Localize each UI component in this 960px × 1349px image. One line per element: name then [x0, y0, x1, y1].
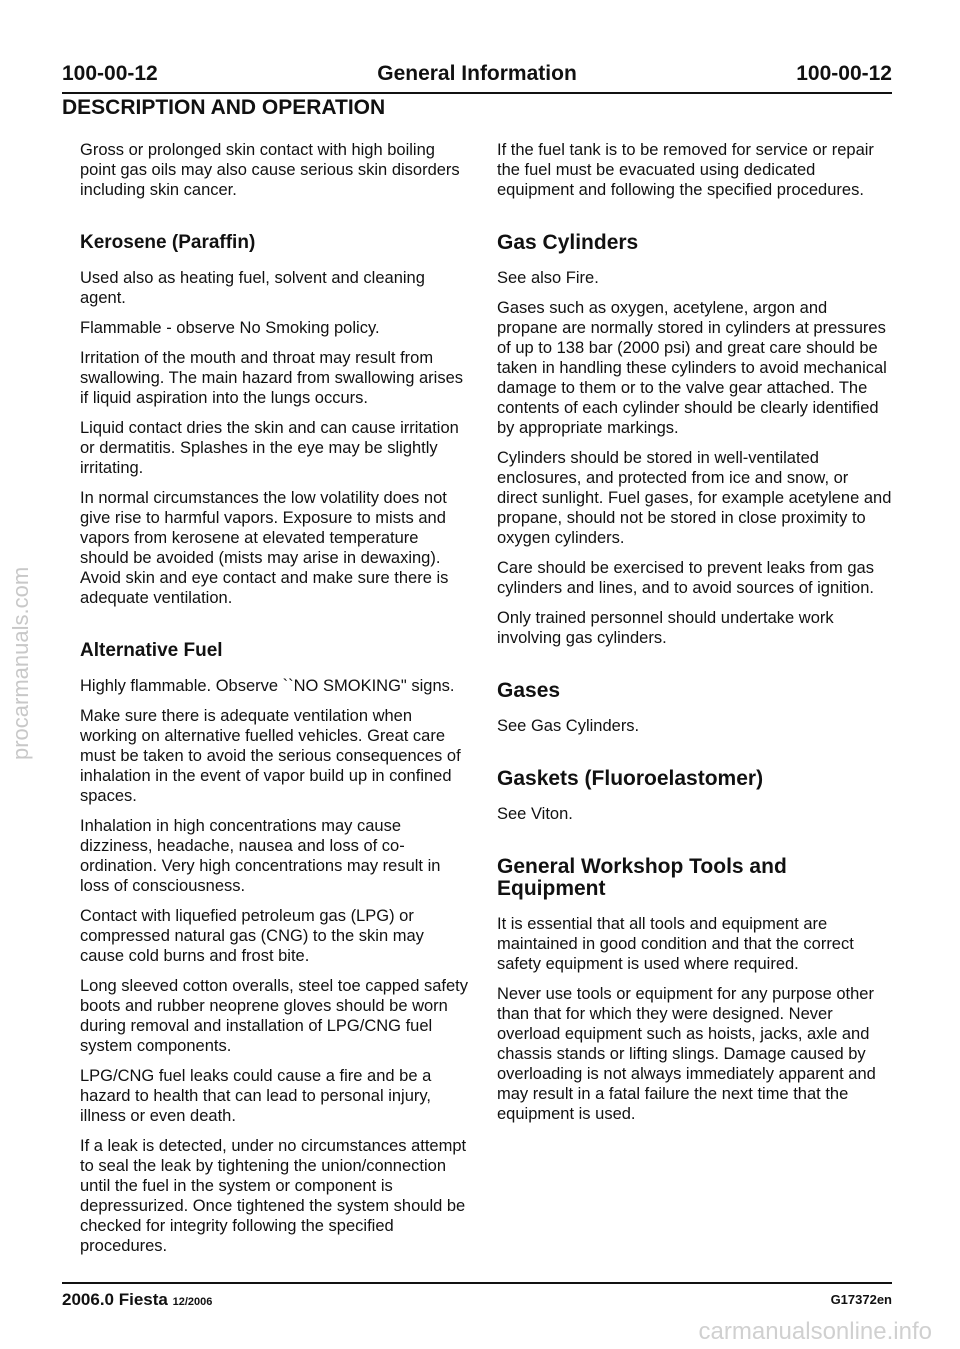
watermark-side: procarmanuals.com — [8, 566, 33, 760]
paragraph: See also Fire. — [497, 269, 599, 287]
heading-workshop-tools: General Workshop Tools and Equipment — [497, 855, 787, 900]
paragraph: Gases such as oxygen, acetylene, argon and propane are normally stored in cylinders at pressures of up to 138 bar (2000 psi) and great care should be taken in handling these cylinders to avoid mechanical damage to them or to the valve gear attached. The contents of each cylinder should be clearly identified by appropriate markings. — [497, 299, 887, 437]
chapter-title: General Information — [377, 62, 577, 85]
paragraph: In normal circumstances the low volatility does not give rise to harmful vapors. Exposure to mists and vapors from kerosene at elevated temperature should be avoided (mists may arise in dewaxing). Avoid skin and eye contact and make sure there is adequate ventilation. — [80, 489, 449, 607]
paragraph: See Gas Cylinders. — [497, 717, 640, 735]
heading-gases: Gases — [497, 679, 561, 702]
paragraph: Highly flammable. Observe ``NO SMOKING" signs. — [80, 677, 455, 695]
heading-kerosene: Kerosene (Paraffin) — [80, 232, 256, 253]
paragraph: It is essential that all tools and equipment are maintained in good condition and that the correct safety equipment is used where required. — [497, 915, 854, 973]
section-title: DESCRIPTION AND OPERATION — [62, 96, 386, 119]
right-column — [497, 140, 892, 1134]
paragraph: Inhalation in high concentrations may cause dizziness, headache, nausea and loss of co-ordination. Very high concentrations may result in loss of consciousness. — [80, 817, 441, 895]
intro-paragraph: If the fuel tank is to be removed for service or repair the fuel must be evacuated using dedicated equipment and following the specified procedures. — [497, 141, 874, 199]
left-column — [80, 140, 470, 1266]
paragraph: Make sure there is adequate ventilation when working on alternative fuelled vehicles. Great care must be taken to avoid the serious consequences of inhalation in the event of vapor build up in confined spaces. — [80, 707, 461, 805]
heading-alternative-fuel: Alternative Fuel — [80, 640, 223, 661]
paragraph: If a leak is detected, under no circumstances attempt to seal the leak by tightening the union/connection until the fuel in the system or component is depressurized. Once tightened the system should be checked for integrity following the specified procedures. — [80, 1137, 467, 1255]
paragraph: Never use tools or equipment for any purpose other than that for which they were designed. Never overload equipment such as hoists, jacks, axle and chassis stands or lifting slings. Damage caused by overloading is not always immediately apparent and may result in a fatal failure the next time that the equipment is used. — [497, 985, 876, 1123]
paragraph: Care should be exercised to prevent leaks from gas cylinders and lines, and to avoid sources of ignition. — [497, 559, 874, 597]
paragraph: Used also as heating fuel, solvent and cleaning agent. — [80, 269, 425, 307]
paragraph: Flammable - observe No Smoking policy. — [80, 319, 380, 337]
footer-model-name: 2006.0 Fiesta — [62, 1290, 168, 1309]
header-rule — [62, 92, 892, 94]
paragraph: LPG/CNG fuel leaks could cause a fire and be a hazard to health that can lead to personal injury, illness or even death. — [80, 1067, 432, 1125]
page-number-left: 100-00-12 — [62, 62, 158, 85]
paragraph: Contact with liquefied petroleum gas (LPG) or compressed natural gas (CNG) to the skin may cause cold burns and frost bite. — [80, 907, 424, 965]
paragraph: See Viton. — [497, 805, 573, 823]
footer-model — [62, 1290, 212, 1310]
paragraph: Long sleeved cotton overalls, steel toe capped safety boots and rubber neoprene gloves should be worn during removal and installation of LPG/CNG fuel system components. — [80, 977, 468, 1055]
footer-date: 12/2006 — [172, 1296, 213, 1308]
intro-paragraph: Gross or prolonged skin contact with high boiling point gas oils may also cause serious skin disorders including skin cancer. — [80, 141, 460, 199]
page-header — [62, 62, 892, 92]
heading-gaskets: Gaskets (Fluoroelastomer) — [497, 767, 764, 790]
paragraph: Irritation of the mouth and throat may result from swallowing. The main hazard from swallowing arises if liquid aspiration into the lungs occurs. — [80, 349, 464, 407]
footer-code: G17372en — [830, 1292, 892, 1307]
footer-rule — [62, 1282, 892, 1284]
paragraph: Only trained personnel should undertake work involving gas cylinders. — [497, 609, 834, 647]
paragraph: Cylinders should be stored in well-ventilated enclosures, and protected from ice and snow, or direct sunlight. Fuel gases, for example acetylene and propane, should not be stored in close proximity to oxygen cylinders. — [497, 449, 892, 547]
watermark-bottom: carmanualsonline.info — [698, 1318, 932, 1345]
heading-gas-cylinders: Gas Cylinders — [497, 231, 639, 254]
page-number-right: 100-00-12 — [796, 62, 892, 85]
paragraph: Liquid contact dries the skin and can cause irritation or dermatitis. Splashes in the eye may be slightly irritating. — [80, 419, 459, 477]
